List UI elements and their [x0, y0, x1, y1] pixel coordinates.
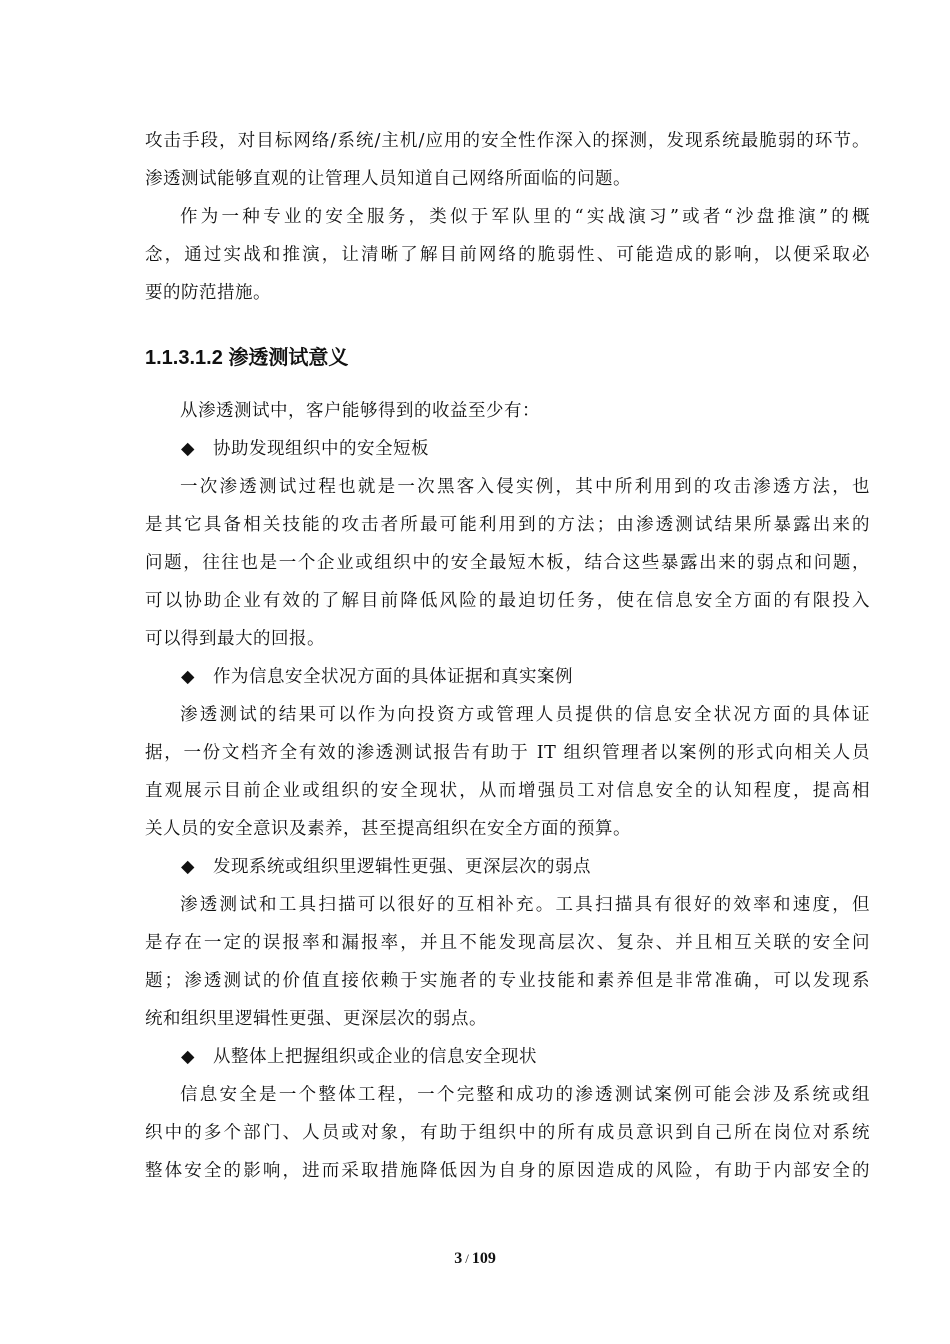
bullet-item: [181, 848, 870, 886]
bullet-label: 作为信息安全状况方面的具体证据和真实案例: [213, 667, 573, 687]
page-number-footer: [0, 1250, 950, 1268]
section-heading: 1.1.3.1.2 渗透测试意义: [145, 347, 349, 369]
bullet-item: [181, 658, 870, 696]
section-body: [145, 1076, 870, 1190]
text-line: 是存在一定的误报率和漏报率，并且不能发现高层次、复杂、并且相互关联的安全问: [145, 933, 870, 953]
page-separator: /: [465, 1251, 469, 1266]
text-line: 关人员的安全意识及素养，甚至提高组织在安全方面的预算。: [145, 819, 631, 839]
bullet-label: 从整体上把握组织或企业的信息安全现状: [213, 1047, 537, 1067]
text-line: 据，一份文档齐全有效的渗透测试报告有助于 IT 组织管理者以案例的形式向相关人员: [145, 743, 870, 763]
text-line: 一次渗透测试过程也就是一次黑客入侵实例，其中所利用到的攻击渗透方法，也: [180, 477, 870, 497]
text-line: 整体安全的影响，进而采取措施降低因为自身的原因造成的风险，有助于内部安全的: [145, 1161, 870, 1181]
text-line: 织中的多个部门、人员或对象，有助于组织中的所有成员意识到自己所在岗位对系统: [145, 1123, 870, 1143]
text-line: 统和组织里逻辑性更强、更深层次的弱点。: [145, 1009, 487, 1029]
text-line: 是其它具备相关技能的攻击者所最可能利用到的方法；由渗透测试结果所暴露出来的: [145, 515, 870, 535]
text-line: 信息安全是一个整体工程，一个完整和成功的渗透测试案例可能会涉及系统或组: [180, 1085, 870, 1105]
bullet-item: [181, 1038, 870, 1076]
text-line: 问题，往往也是一个企业或组织中的安全最短木板，结合这些暴露出来的弱点和问题，: [145, 553, 870, 573]
text-line: 可以得到最大的回报。: [145, 629, 325, 649]
bullet-item: [181, 430, 870, 468]
text-line: 可以协助企业有效的了解目前降低风险的最迫切任务，使在信息安全方面的有限投入: [145, 591, 870, 611]
text-line: 渗透测试和工具扫描可以很好的互相补充。工具扫描具有很好的效率和速度，但: [180, 895, 870, 915]
text-line: 直观展示目前企业或组织的安全现状，从而增强员工对信息安全的认知程度，提高相: [145, 781, 870, 801]
text-line: 渗透测试的结果可以作为向投资方或管理人员提供的信息安全状况方面的具体证: [180, 705, 870, 725]
bullet-label: 协助发现组织中的安全短板: [213, 439, 429, 459]
paragraph-1: [145, 122, 870, 198]
text-line: 渗透测试能够直观的让管理人员知道自己网络所面临的问题。: [145, 169, 631, 189]
page-content: [145, 122, 870, 1190]
section-body: [145, 468, 870, 658]
intro-line: 从渗透测试中，客户能够得到的收益至少有：: [180, 401, 540, 421]
diamond-bullet-icon: ◆: [181, 857, 195, 877]
paragraph-2: [145, 198, 870, 312]
diamond-bullet-icon: ◆: [181, 439, 195, 459]
text-line: 要的防范措施。: [145, 283, 271, 303]
text-line: 念，通过实战和推演，让清晰了解目前网络的脆弱性、可能造成的影响，以便采取必: [145, 245, 870, 265]
diamond-bullet-icon: ◆: [181, 1047, 195, 1067]
total-pages: 109: [471, 1250, 496, 1267]
text-line: 题；渗透测试的价值直接依赖于实施者的专业技能和素养但是非常准确，可以发现系: [145, 971, 870, 991]
diamond-bullet-icon: ◆: [181, 667, 195, 687]
section-body: [145, 696, 870, 848]
bullet-label: 发现系统或组织里逻辑性更强、更深层次的弱点: [213, 857, 591, 877]
section-body: [145, 886, 870, 1038]
text-line: 作为一种专业的安全服务，类似于军队里的“实战演习”或者“沙盘推演”的概: [180, 207, 870, 227]
text-line: 攻击手段，对目标网络/系统/主机/应用的安全性作深入的探测，发现系统最脆弱的环节。: [145, 131, 870, 151]
current-page-number: 3: [454, 1250, 463, 1267]
